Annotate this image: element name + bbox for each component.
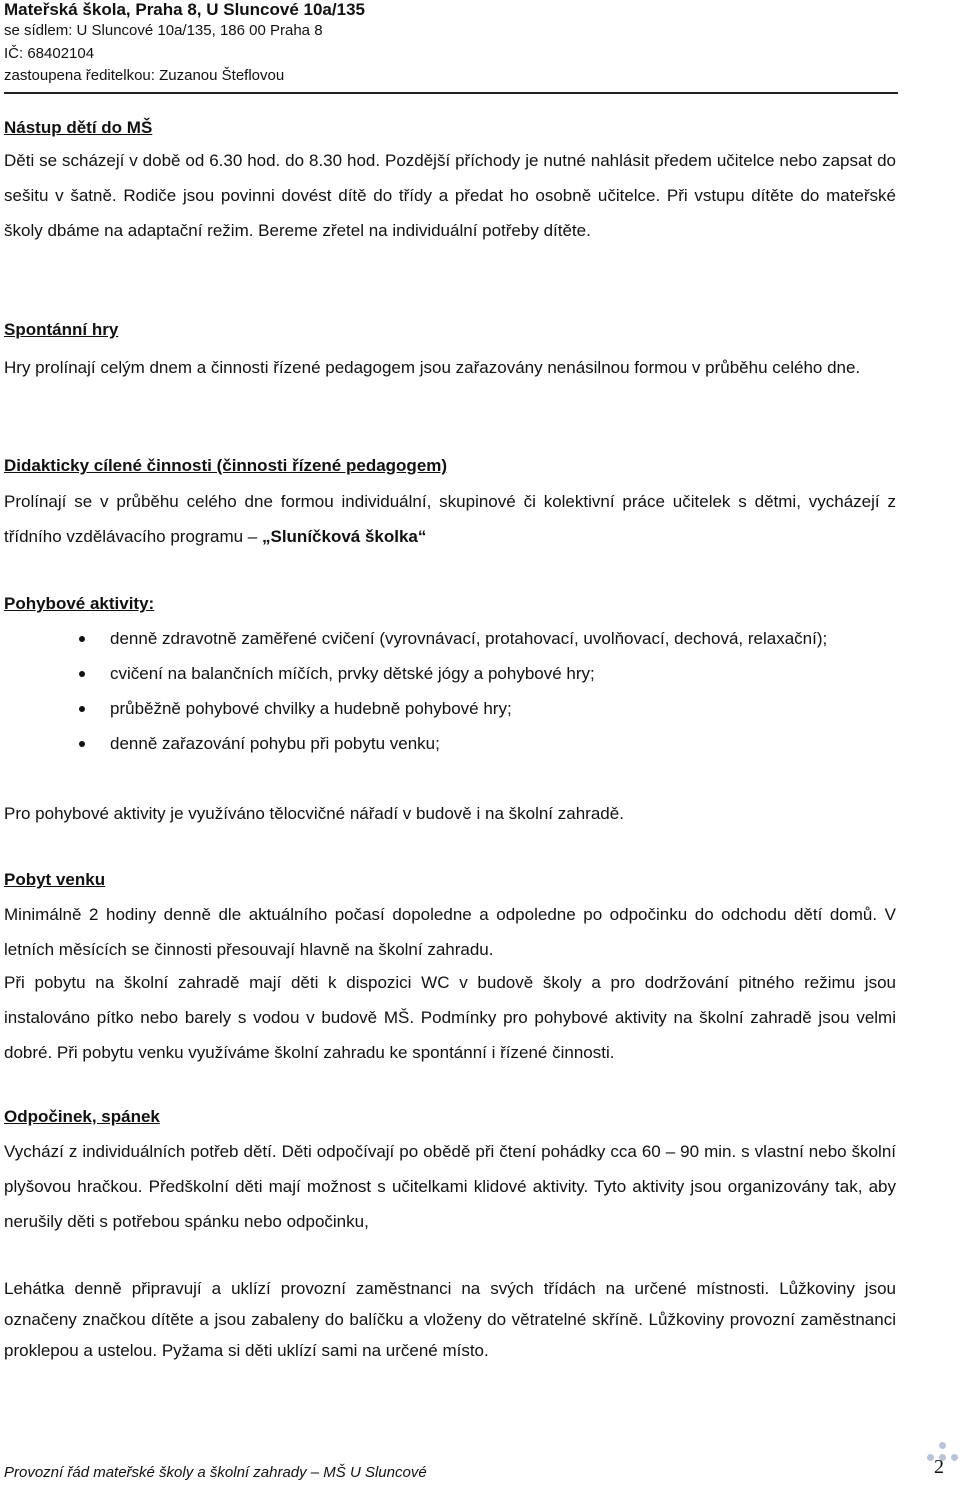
paragraph-odpocinek-1: Vychází z individuálních potřeb dětí. Děti odpočívají po obědě při čtení pohádky cca 60 – 90 min. s vlastní nebo školní plyšovou hračkou. Předškolní děti mají možnost s učitelkami klidové aktivity. Tyto aktivity jsou organizovány tak, aby nerušily děti s potřebou spánku nebo odpočinku, (4, 1142, 896, 1231)
paragraph-pobyt-1: Minimálně 2 hodiny denně dle aktuálního počasí dopoledne a odpoledne po odpočinku do odchodu dětí domů. V letních měsících se činnosti přesouvají hlavně na školní zahradu. (4, 905, 896, 959)
heading-odpocinek: Odpočinek, spánek (4, 1107, 160, 1126)
letterhead (4, 0, 898, 94)
heading-pobyt-venku: Pobyt venku (4, 870, 106, 889)
heading-didakticky: Didakticky cílené činnosti (činnosti řízené pedagogem) (4, 456, 448, 475)
paragraph-pohybove-note: Pro pohybové aktivity je využíváno tělocvičné nářadí v budově i na školní zahradě. (4, 804, 624, 823)
list-item: cvičení na balančních míčích, prvky dětské jógy a pohybové hry; (4, 656, 896, 691)
bullet-icon (79, 741, 85, 747)
list-item: denně zařazování pohybu při pobytu venku; (4, 726, 896, 761)
school-name: Mateřská škola, Praha 8, U Sluncové 10a/135 (4, 0, 365, 19)
activity-list (4, 621, 896, 761)
program-name: „Sluníčková školka“ (261, 527, 427, 546)
paragraph-spontanni-hry: Hry prolínají celým dnem a činnosti řízené pedagogem jsou zařazovány nenásilnou formou v průběhu celého dne. (4, 358, 861, 377)
heading-nastup: Nástup dětí do MŠ (4, 118, 153, 137)
paragraph-odpocinek-2: Lehátka denně připravují a uklízí provozní zaměstnanci na svých třídách na určené místnosti. Lůžkoviny jsou označeny značkou dítěte a jsou zabaleny do balíčku a vloženy do větratelné skříně. Lůžkoviny provozní zaměstnanci proklepou a ustelou. Pyžama si děti uklízí sami na určené místo. (4, 1279, 896, 1360)
school-director: zastoupena ředitelkou: Zuzanou Šteflovou (4, 67, 285, 84)
bullet-icon (79, 636, 85, 642)
paragraph-didakticky (4, 484, 896, 554)
list-item: průběžně pohybové chvilky a hudebně pohybové hry; (4, 691, 896, 726)
paragraph-nastup: Děti se scházejí v době od 6.30 hod. do 8.30 hod. Pozdější příchody je nutné nahlásit předem učitelce nebo zapsat do sešitu v šatně. Rodiče jsou povinni dovést dítě do třídy a předat ho osobně učitelce. Při vstupu dítěte do mateřské školy dbáme na adaptační režim. Bereme zřetel na individuální potřeby dítěte. (4, 151, 896, 240)
bullet-icon (79, 671, 85, 677)
didakticky-text: Prolínají se v průběhu celého dne formou individuální, skupinové či kolektivní práce učitelek s dětmi, vycházejí z třídního vzdělávacího programu – (4, 492, 896, 546)
page-number: 2 (934, 1456, 944, 1478)
school-address: se sídlem: U Sluncové 10a/135, 186 00 Praha 8 (4, 22, 323, 39)
heading-spontanni-hry: Spontánní hry (4, 320, 119, 339)
paragraph-pobyt-2: Při pobytu na školní zahradě mají děti k dispozici WC v budově školy a pro dodržování pitného režimu jsou instalováno pítko nebo barely s vodou v budově MŠ. Podmínky pro pohybové aktivity na školní zahradě jsou velmi dobré. Při pobytu venku využíváme školní zahradu ke spontánní i řízené činnosti. (4, 973, 896, 1062)
heading-pohybove-aktivity: Pohybové aktivity: (4, 594, 155, 613)
list-item: denně zdravotně zaměřené cvičení (vyrovnávací, protahovací, uvolňovací, dechová, relaxační); (4, 621, 896, 656)
bullet-icon (79, 706, 85, 712)
school-ic: IČ: 68402104 (4, 45, 95, 62)
page-footer: Provozní řád mateřské školy a školní zahrady – MŠ U Sluncové (4, 1464, 427, 1481)
